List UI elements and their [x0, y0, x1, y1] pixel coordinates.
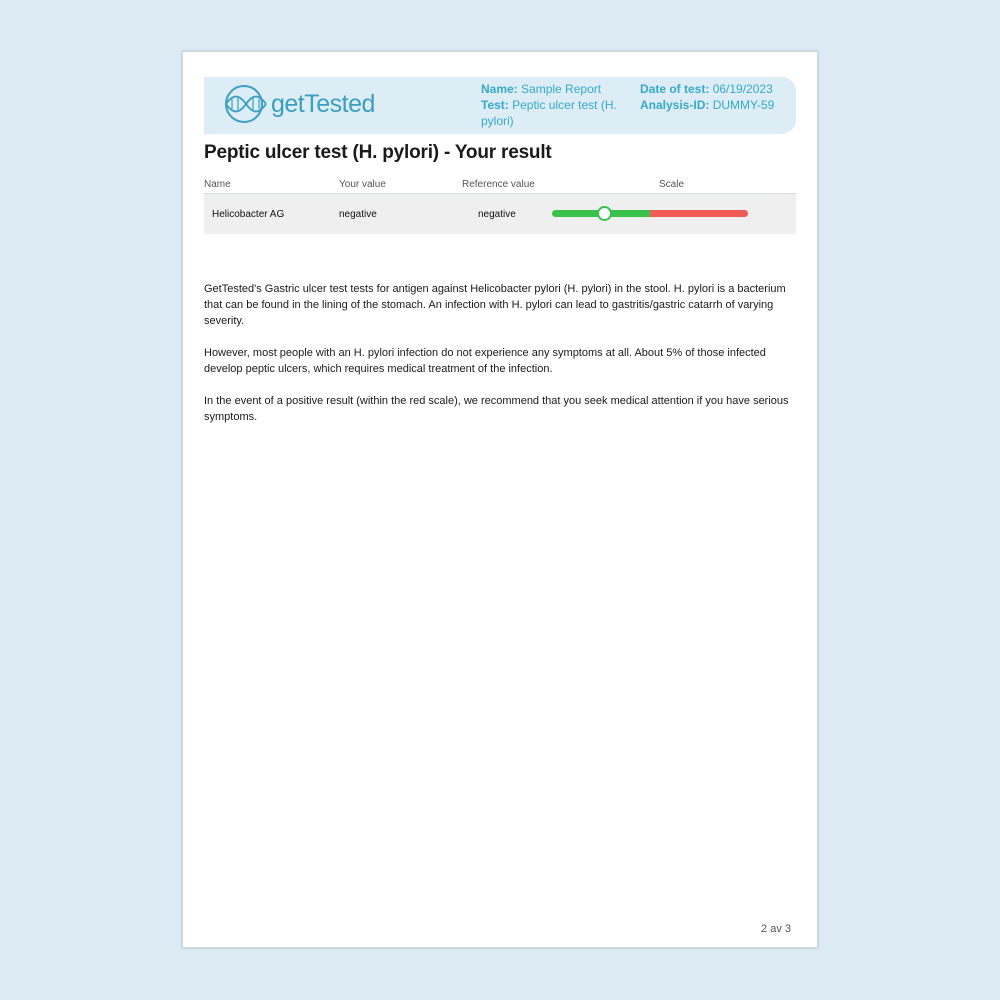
analysis-label: Analysis-ID: — [640, 98, 710, 112]
meta-left — [481, 81, 631, 129]
test-row — [481, 97, 631, 129]
paragraph-3: In the event of a positive result (within the red scale), we recommend that you seek medical attention if you have serious symptoms. — [204, 395, 789, 423]
column-header-your-value: Your value — [339, 179, 386, 190]
page-title: Peptic ulcer test (H. pylori) - Your result — [204, 142, 552, 163]
name-row — [481, 81, 631, 97]
cell-name: Helicobacter AG — [212, 209, 285, 220]
column-header-reference-value: Reference value — [462, 179, 535, 190]
paragraph-2: However, most people with an H. pylori infection do not experience any symptoms at all. About 5% of those infected develop peptic ulcers, which requires medical treatment of the infection. — [204, 347, 766, 375]
paragraph-1: GetTested's Gastric ulcer test tests for antigen against Helicobacter pylori (H. pylori) in the stool. H. pylori is a bacterium that can be found in the lining of the stomach. An infection with H. pylori can lead to gastritis/gastric catarrh of varying severity. — [204, 283, 786, 327]
date-label: Date of test: — [640, 82, 710, 96]
cell-your-value: negative — [339, 209, 377, 220]
column-header-scale: Scale — [659, 179, 685, 190]
test-value: Peptic ulcer test (H. pylori) — [481, 98, 617, 128]
date-row — [640, 81, 790, 97]
brand-name: getTested — [271, 89, 375, 118]
result-table — [204, 176, 796, 234]
scale-abnormal-range — [650, 210, 748, 217]
report-header — [204, 77, 796, 134]
test-label: Test: — [481, 98, 509, 112]
dna-logo-icon — [224, 84, 268, 124]
name-value: Sample Report — [521, 82, 602, 96]
page-number: 2 av 3 — [761, 923, 791, 935]
analysis-value: DUMMY-59 — [712, 98, 775, 112]
description — [204, 281, 796, 441]
date-value: 06/19/2023 — [712, 82, 773, 96]
brand-logo — [224, 84, 375, 124]
name-label: Name: — [481, 82, 518, 96]
column-header-name: Name — [204, 179, 231, 190]
table-header — [204, 176, 796, 194]
scale-marker — [597, 206, 612, 221]
result-scale — [552, 210, 748, 217]
report-page — [182, 51, 818, 948]
table-row — [204, 194, 796, 234]
cell-reference-value: negative — [478, 209, 516, 220]
meta-right — [640, 81, 790, 113]
analysis-row — [640, 97, 790, 113]
